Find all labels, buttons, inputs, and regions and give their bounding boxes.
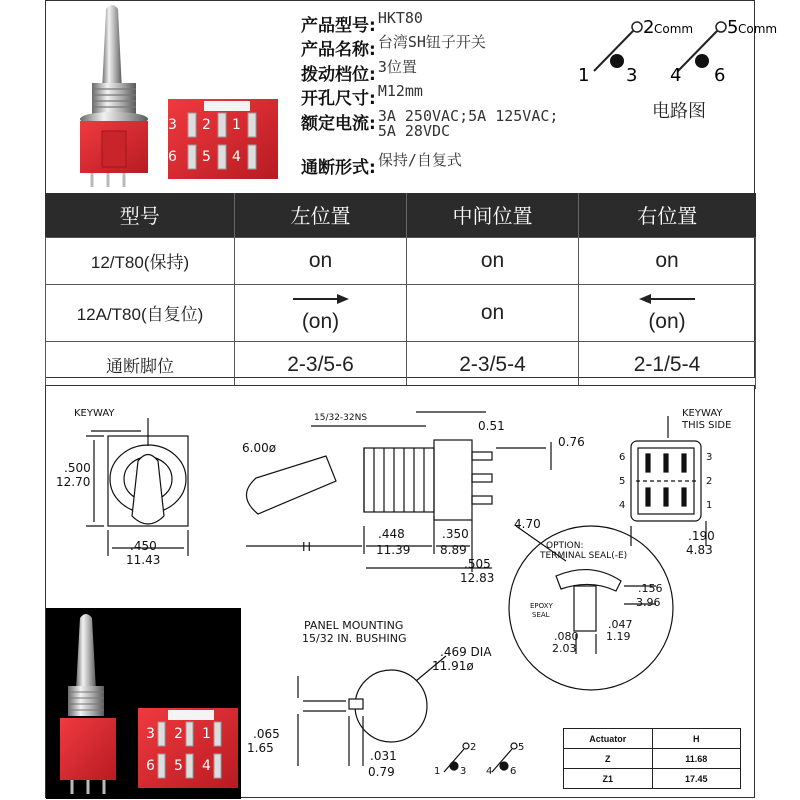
header-middle: 中间位置 [407, 193, 579, 237]
dim-label: 8.89 [440, 543, 467, 557]
table-row [46, 284, 756, 341]
circuit-title: 电路图 [652, 101, 706, 122]
arrow-right-icon [291, 293, 351, 305]
pin-3-label: 3 [626, 65, 638, 86]
pin-label: 5 [619, 476, 626, 487]
pin-label: 1 [706, 500, 713, 511]
pin-4-label: 4 [670, 65, 682, 86]
dim-label: .505 [464, 557, 491, 571]
pin-1-label: 1 [578, 65, 590, 86]
dim-label: .080 [554, 630, 579, 643]
dim-label: 11.39 [376, 543, 411, 557]
dim-label: 0.76 [558, 435, 585, 449]
dim-label: .156 [638, 582, 663, 595]
spec-value: 保持/自复式 [377, 150, 462, 169]
pin-label: 1 [434, 766, 441, 777]
header-left: 左位置 [235, 193, 407, 237]
table-cell: on [407, 237, 579, 284]
toggle-lever [102, 5, 122, 91]
dim-label: 12.70 [56, 475, 91, 489]
option-label: TERMINAL SEAL(-E) [540, 551, 628, 561]
terminal-label: 4 [232, 149, 241, 165]
spec-value [377, 106, 559, 141]
spec-row-mode [301, 150, 601, 178]
terminal-label: 2 [174, 726, 183, 742]
table-row [46, 237, 756, 284]
dim-label: .065 [253, 727, 280, 741]
table-header-row [564, 729, 741, 749]
spec-list [301, 11, 601, 177]
panel-label: PANEL MOUNTING [304, 619, 404, 632]
momentary-on: (on) [648, 309, 686, 333]
pin-2-label: 2 [643, 17, 655, 38]
table-cell: 11.68 [652, 749, 741, 769]
terminal-label: 3 [168, 117, 177, 133]
spec-row-positions [301, 57, 601, 85]
terminal-label: 6 [168, 149, 177, 165]
dim-label: 1.65 [247, 741, 274, 755]
spec-label: 通断形式: [301, 157, 376, 178]
spec-label: 产品名称: [301, 40, 376, 61]
table-row [46, 341, 756, 388]
table-cell: 2-3/5-4 [407, 341, 579, 388]
pin-6-label: 6 [714, 65, 726, 86]
spec-value-line1: 3A 250VAC;5A 125VAC; [377, 106, 559, 125]
dim-label: .190 [688, 529, 715, 543]
arrow-left-icon [637, 293, 697, 305]
pin-label: 4 [619, 500, 626, 511]
spec-value: 3位置 [377, 57, 417, 76]
table-cell: 17.45 [652, 769, 741, 789]
header-right: 右位置 [579, 193, 756, 237]
header-actuator: Actuator [564, 729, 653, 749]
thread-label: 15/32-32NS [314, 413, 368, 423]
keyway-side-label: KEYWAY [682, 408, 723, 419]
spec-value: HKT80 [377, 9, 423, 27]
table-cell: 2-3/5-6 [235, 341, 407, 388]
table-cell: on [235, 237, 407, 284]
table-cell: on [407, 284, 579, 341]
terminal-label: 2 [202, 117, 211, 133]
pin-label: 6 [619, 452, 626, 463]
pin-label: 2 [706, 476, 713, 487]
dim-label: 0.79 [368, 765, 395, 779]
spec-value: 台湾SH钮子开关 [377, 33, 486, 52]
dim-label: 1.19 [606, 630, 631, 643]
spec-row-hole-size [301, 84, 601, 108]
dim-label: .047 [608, 618, 633, 631]
terminal-label: 4 [202, 758, 211, 774]
momentary-on: (on) [301, 309, 340, 333]
table-cell-model: 12A/T80(自复位) [46, 284, 235, 341]
spec-row-name [301, 35, 601, 59]
spec-value-line2: 5A 28VDC [377, 122, 451, 141]
comm-label: Comm [654, 22, 694, 36]
dim-label: 11.91ø [432, 659, 474, 673]
table-cell [235, 284, 407, 341]
terminal-label: 5 [174, 758, 183, 774]
terminal-label: 6 [146, 758, 155, 774]
pin-label: 2 [470, 742, 477, 753]
pin-label: 3 [706, 452, 713, 463]
keyway-side-label: THIS SIDE [682, 420, 732, 431]
table-cell [579, 284, 756, 341]
dim-label: .031 [370, 749, 397, 763]
dim-label: 6.00ø [242, 441, 277, 455]
spec-label: 额定电流: [301, 113, 376, 134]
table-header-row [46, 193, 756, 237]
terminal-label: 1 [232, 117, 241, 133]
option-label: OPTION: [546, 541, 584, 551]
dim-label: 2.03 [552, 642, 577, 655]
table-cell: 2-1/5-4 [579, 341, 756, 388]
spec-value: M12mm [377, 82, 423, 101]
comm-label: Comm [738, 22, 778, 36]
spec-label: 产品型号: [301, 16, 376, 36]
pin-5-label: 5 [727, 17, 739, 38]
table-row [564, 749, 741, 769]
bushing [92, 83, 136, 117]
dim-label: .450 [130, 539, 157, 553]
dim-label: 11.43 [126, 553, 161, 567]
dim-label: 4.70 [514, 517, 541, 531]
spec-label: 开孔尺寸: [301, 89, 376, 110]
dim-label: .469 DIA [440, 645, 492, 659]
epoxy-label: EPOXY [530, 602, 553, 610]
table-cell: Z1 [564, 769, 653, 789]
spec-row-current [301, 106, 601, 153]
table-cell: on [579, 237, 756, 284]
header-model: 型号 [46, 193, 235, 237]
dim-label: 0.51 [478, 419, 505, 433]
dim-label: H [302, 540, 312, 554]
dim-label: .448 [378, 527, 405, 541]
panel-label: 15/32 IN. BUSHING [302, 632, 407, 645]
spec-label: 拨动档位: [301, 64, 376, 85]
epoxy-label: SEAL [532, 611, 550, 619]
terminal-label: 3 [146, 726, 155, 742]
table-cell-model: 12/T80(保持) [46, 237, 235, 284]
header-h: H [652, 729, 741, 749]
keyway-label: KEYWAY [74, 408, 115, 419]
table-cell-model: 通断脚位 [46, 341, 235, 388]
pin-label: 4 [486, 766, 493, 777]
mode-table [45, 193, 756, 389]
dim-label: 3.96 [636, 596, 661, 609]
dim-label: 4.83 [686, 543, 713, 557]
product-photo-inset [46, 608, 241, 799]
terminal-label: 5 [202, 149, 211, 165]
product-photo [56, 1, 278, 193]
pin-label: 5 [518, 742, 525, 753]
spec-row-model [301, 11, 601, 35]
dim-label: .350 [442, 527, 469, 541]
dimension-drawing-panel [45, 385, 755, 798]
actuator-table [563, 728, 741, 789]
terminal-label: 1 [202, 726, 211, 742]
dim-label: 12.83 [460, 571, 495, 585]
dim-label: .500 [64, 461, 91, 475]
table-cell: Z [564, 749, 653, 769]
pin-label: 6 [510, 766, 517, 777]
table-row [564, 769, 741, 789]
pin-label: 3 [460, 766, 467, 777]
